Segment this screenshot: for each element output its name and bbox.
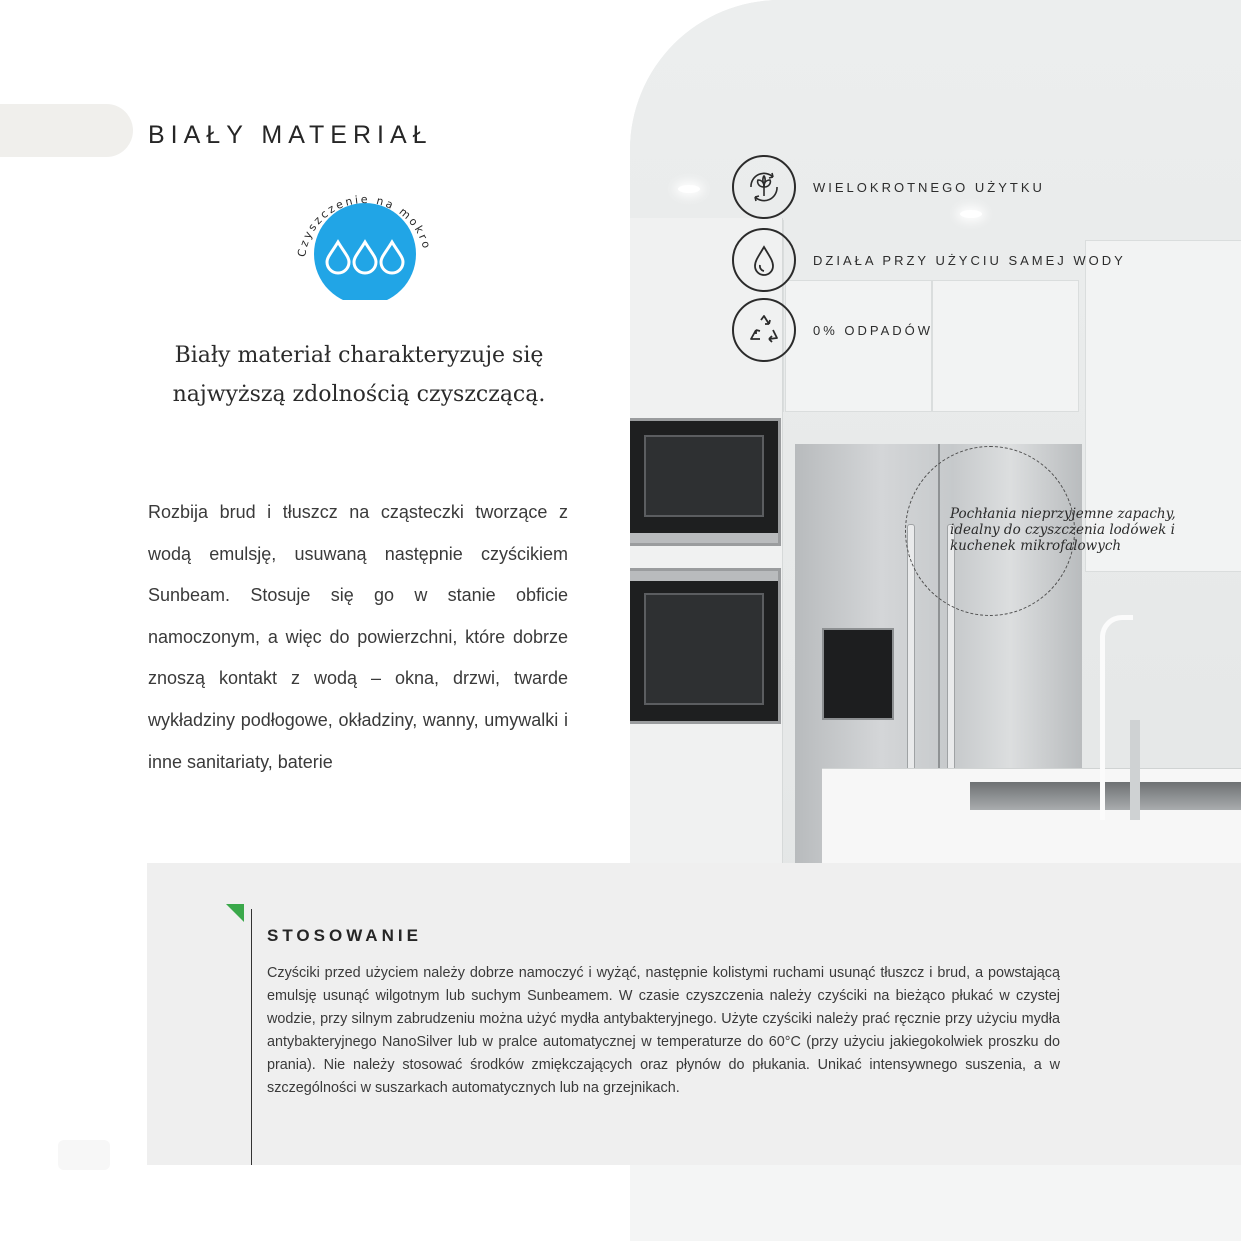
usage-divider — [251, 909, 252, 1165]
kitchen-floor — [630, 1165, 1241, 1241]
wet-cleaning-badge — [290, 190, 440, 300]
faucet — [1100, 615, 1133, 820]
upper-cabinet — [932, 280, 1079, 412]
usage-text: Czyściki przed użyciem należy dobrze namoczyć i wyżąć, następnie kolistymi ruchami usunąć tłuszcz i brud, a powstającą emulsję usunąć wilgotnym lub suchym Sunbeamem. W czasie czyszczenia należy czyściki na bieżąco płukać w czystej wodzie, przy silnym zabrudzeniu można użyć mydła antybakteryjnego. Użyte czyściki należy prać ręcznie przy użyciu mydła antybakteryjnego NanoSilver lub w pralce automatycznej w temperaturze do 60°C (przy użyciu jakiegokolwiek proszku do prania). Nie należy stosować środków zmiękczających oraz płynów do płukania. Unikać intensywnego suszenia, a w szczególności w suszarkach automatycznych lub na grzejnikach. — [267, 965, 1060, 1096]
accent-triangle — [226, 904, 244, 922]
feature-label: WIELOKROTNEGO UŻYTKU — [813, 179, 1045, 195]
page-title: BIAŁY MATERIAŁ — [148, 121, 433, 149]
annotation-text: Pochłania nieprzyjemne zapachy, idealny do czyszczenia lodówek i kuchenek mikrofalowych — [950, 506, 1176, 554]
feature-water-only — [732, 228, 1126, 292]
recycle-icon — [732, 298, 796, 362]
badge-arc-text: Czyszczenie na mokro — [295, 192, 434, 258]
usage-section — [147, 863, 1241, 1165]
title-marker — [0, 104, 133, 157]
water-dispenser — [822, 628, 894, 720]
feature-reusable — [732, 155, 1045, 219]
microwave-oven — [630, 418, 781, 546]
usage-title: STOSOWANIE — [267, 926, 422, 945]
feature-label: DZIAŁA PRZY UŻYCIU SAMEJ WODY — [813, 252, 1126, 268]
ceiling-light — [678, 185, 700, 193]
page-tab — [58, 1140, 110, 1170]
oven — [630, 568, 781, 724]
feature-zero-waste — [732, 298, 933, 362]
body-text: Rozbija brud i tłuszcz na cząsteczki tworzące z wodą emulsję, usuwaną następnie czyścikiem Sunbeam. Stosuje się go w stanie obficie namoczonym, a więc do powierzchni, które dobrze znoszą kontakt z wodą – okna, drzwi, twarde wykładziny podłogowe, okładziny, wanny, umywalki i inne sanitariaty, baterie — [148, 502, 568, 772]
reusable-leaf-icon — [732, 155, 796, 219]
faucet-stem — [1130, 720, 1140, 820]
feature-label: 0% ODPADÓW — [813, 322, 934, 338]
lead-text: Biały materiał charakteryzuje się najwyższą zdolnością czyszczącą. — [172, 343, 546, 407]
water-drop-icon — [732, 228, 796, 292]
